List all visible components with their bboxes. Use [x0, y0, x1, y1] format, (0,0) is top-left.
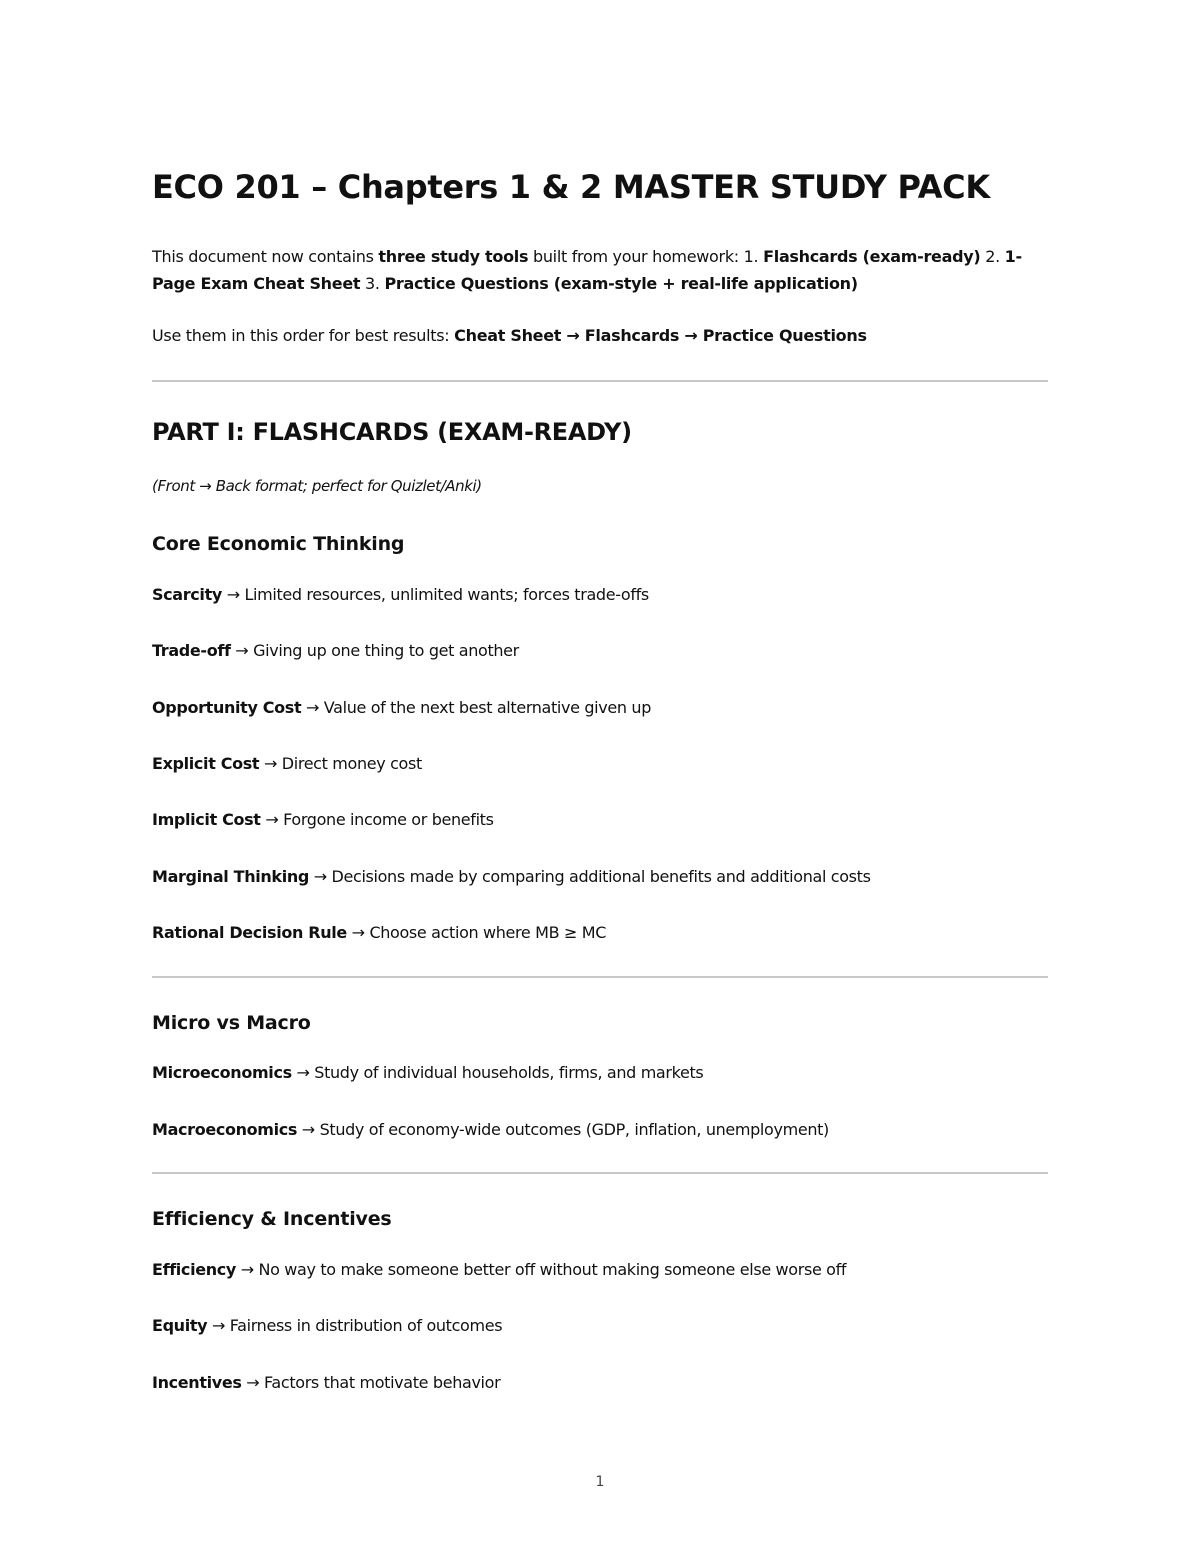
flashcard-term: Opportunity Cost — [152, 698, 302, 717]
flashcard-definition: Forgone income or benefits — [283, 810, 494, 829]
order-lead: Use them in this order for best results: — [152, 326, 455, 345]
flashcard-definition: Value of the next best alternative given up — [323, 698, 652, 717]
flashcard — [152, 698, 651, 717]
order-step-cheat-sheet: Cheat Sheet — [454, 326, 562, 345]
flashcard-definition: Factors that motivate behavior — [264, 1373, 501, 1392]
flashcard-term: Trade-off — [152, 641, 231, 660]
document-page — [152, 0, 1048, 1553]
flashcard-arrow: → — [301, 698, 324, 717]
intro-bold: three study tools — [378, 247, 529, 266]
flashcard-definition: Giving up one thing to get another — [253, 641, 519, 660]
section-heading: Core Economic Thinking — [152, 533, 405, 555]
part-heading: PART I: FLASHCARDS (EXAM-READY) — [152, 418, 632, 446]
flashcard-term: Equity — [152, 1316, 208, 1335]
flashcard-definition: Study of individual households, firms, and markets — [314, 1063, 704, 1082]
flashcard-term: Efficiency — [152, 1260, 236, 1279]
intro-bold: 1-Page Exam Cheat Sheet — [152, 247, 1022, 293]
flashcard — [152, 585, 649, 604]
flashcard-arrow: → — [207, 1316, 230, 1335]
horizontal-rule — [152, 1172, 1048, 1174]
intro-text: 2. — [980, 247, 1005, 266]
flashcard-arrow: → — [241, 1373, 265, 1392]
flashcard — [152, 1063, 703, 1082]
intro-text: This document now contains — [152, 247, 379, 266]
flashcard — [152, 923, 606, 942]
intro-bold: Flashcards (exam-ready) — [763, 247, 981, 266]
flashcard-definition: Study of economy-wide outcomes (GDP, inflation, unemployment) — [319, 1120, 829, 1139]
horizontal-rule — [152, 976, 1048, 978]
flashcard-arrow: → — [291, 1063, 315, 1082]
flashcard — [152, 1260, 846, 1279]
flashcard-term: Incentives — [152, 1373, 242, 1392]
flashcard-term: Macroeconomics — [152, 1120, 298, 1139]
section-heading: Micro vs Macro — [152, 1012, 311, 1034]
flashcard-term: Explicit Cost — [152, 754, 260, 773]
flashcard-arrow: → — [309, 867, 332, 886]
study-order-line — [152, 326, 867, 345]
flashcard-arrow: → — [346, 923, 370, 942]
flashcard-definition: Limited resources, unlimited wants; forces trade-offs — [244, 585, 649, 604]
format-note: (Front → Back format; perfect for Quizlet/Anki) — [152, 477, 482, 495]
flashcard — [152, 754, 422, 773]
flashcard-arrow: → — [221, 585, 245, 604]
flashcard-term: Implicit Cost — [152, 810, 261, 829]
order-arrow: → — [679, 326, 703, 345]
flashcard-term: Rational Decision Rule — [152, 923, 347, 942]
intro-paragraph — [152, 243, 1048, 297]
flashcard-definition: Direct money cost — [281, 754, 422, 773]
intro-bold: Practice Questions (exam-style + real-life application) — [384, 274, 858, 293]
flashcard-arrow: → — [259, 754, 282, 773]
section-heading: Efficiency & Incentives — [152, 1208, 392, 1230]
document-title: ECO 201 – Chapters 1 & 2 MASTER STUDY PACK — [152, 168, 990, 206]
flashcard — [152, 1373, 500, 1392]
flashcard-definition: Choose action where MB ≥ MC — [369, 923, 607, 942]
order-step-flashcards: Flashcards — [584, 326, 680, 345]
flashcard-arrow: → — [230, 641, 254, 660]
order-arrow: → — [561, 326, 585, 345]
flashcard — [152, 641, 519, 660]
flashcard-definition: No way to make someone better off without making someone else worse off — [258, 1260, 847, 1279]
flashcard-term: Marginal Thinking — [152, 867, 309, 886]
flashcard-arrow: → — [235, 1260, 259, 1279]
flashcard-definition: Decisions made by comparing additional benefits and additional costs — [331, 867, 871, 886]
flashcard — [152, 1316, 502, 1335]
intro-text: 3. — [360, 274, 385, 293]
flashcard-term: Scarcity — [152, 585, 222, 604]
flashcard-term: Microeconomics — [152, 1063, 292, 1082]
horizontal-rule — [152, 380, 1048, 382]
flashcard-arrow: → — [297, 1120, 320, 1139]
flashcard-definition: Fairness in distribution of outcomes — [229, 1316, 503, 1335]
intro-text: built from your homework: 1. — [528, 247, 764, 266]
flashcard — [152, 810, 494, 829]
page-number: 1 — [595, 1474, 605, 1490]
flashcard — [152, 867, 871, 886]
order-step-practice-questions: Practice Questions — [702, 326, 867, 345]
flashcard — [152, 1120, 829, 1139]
flashcard-arrow: → — [260, 810, 284, 829]
